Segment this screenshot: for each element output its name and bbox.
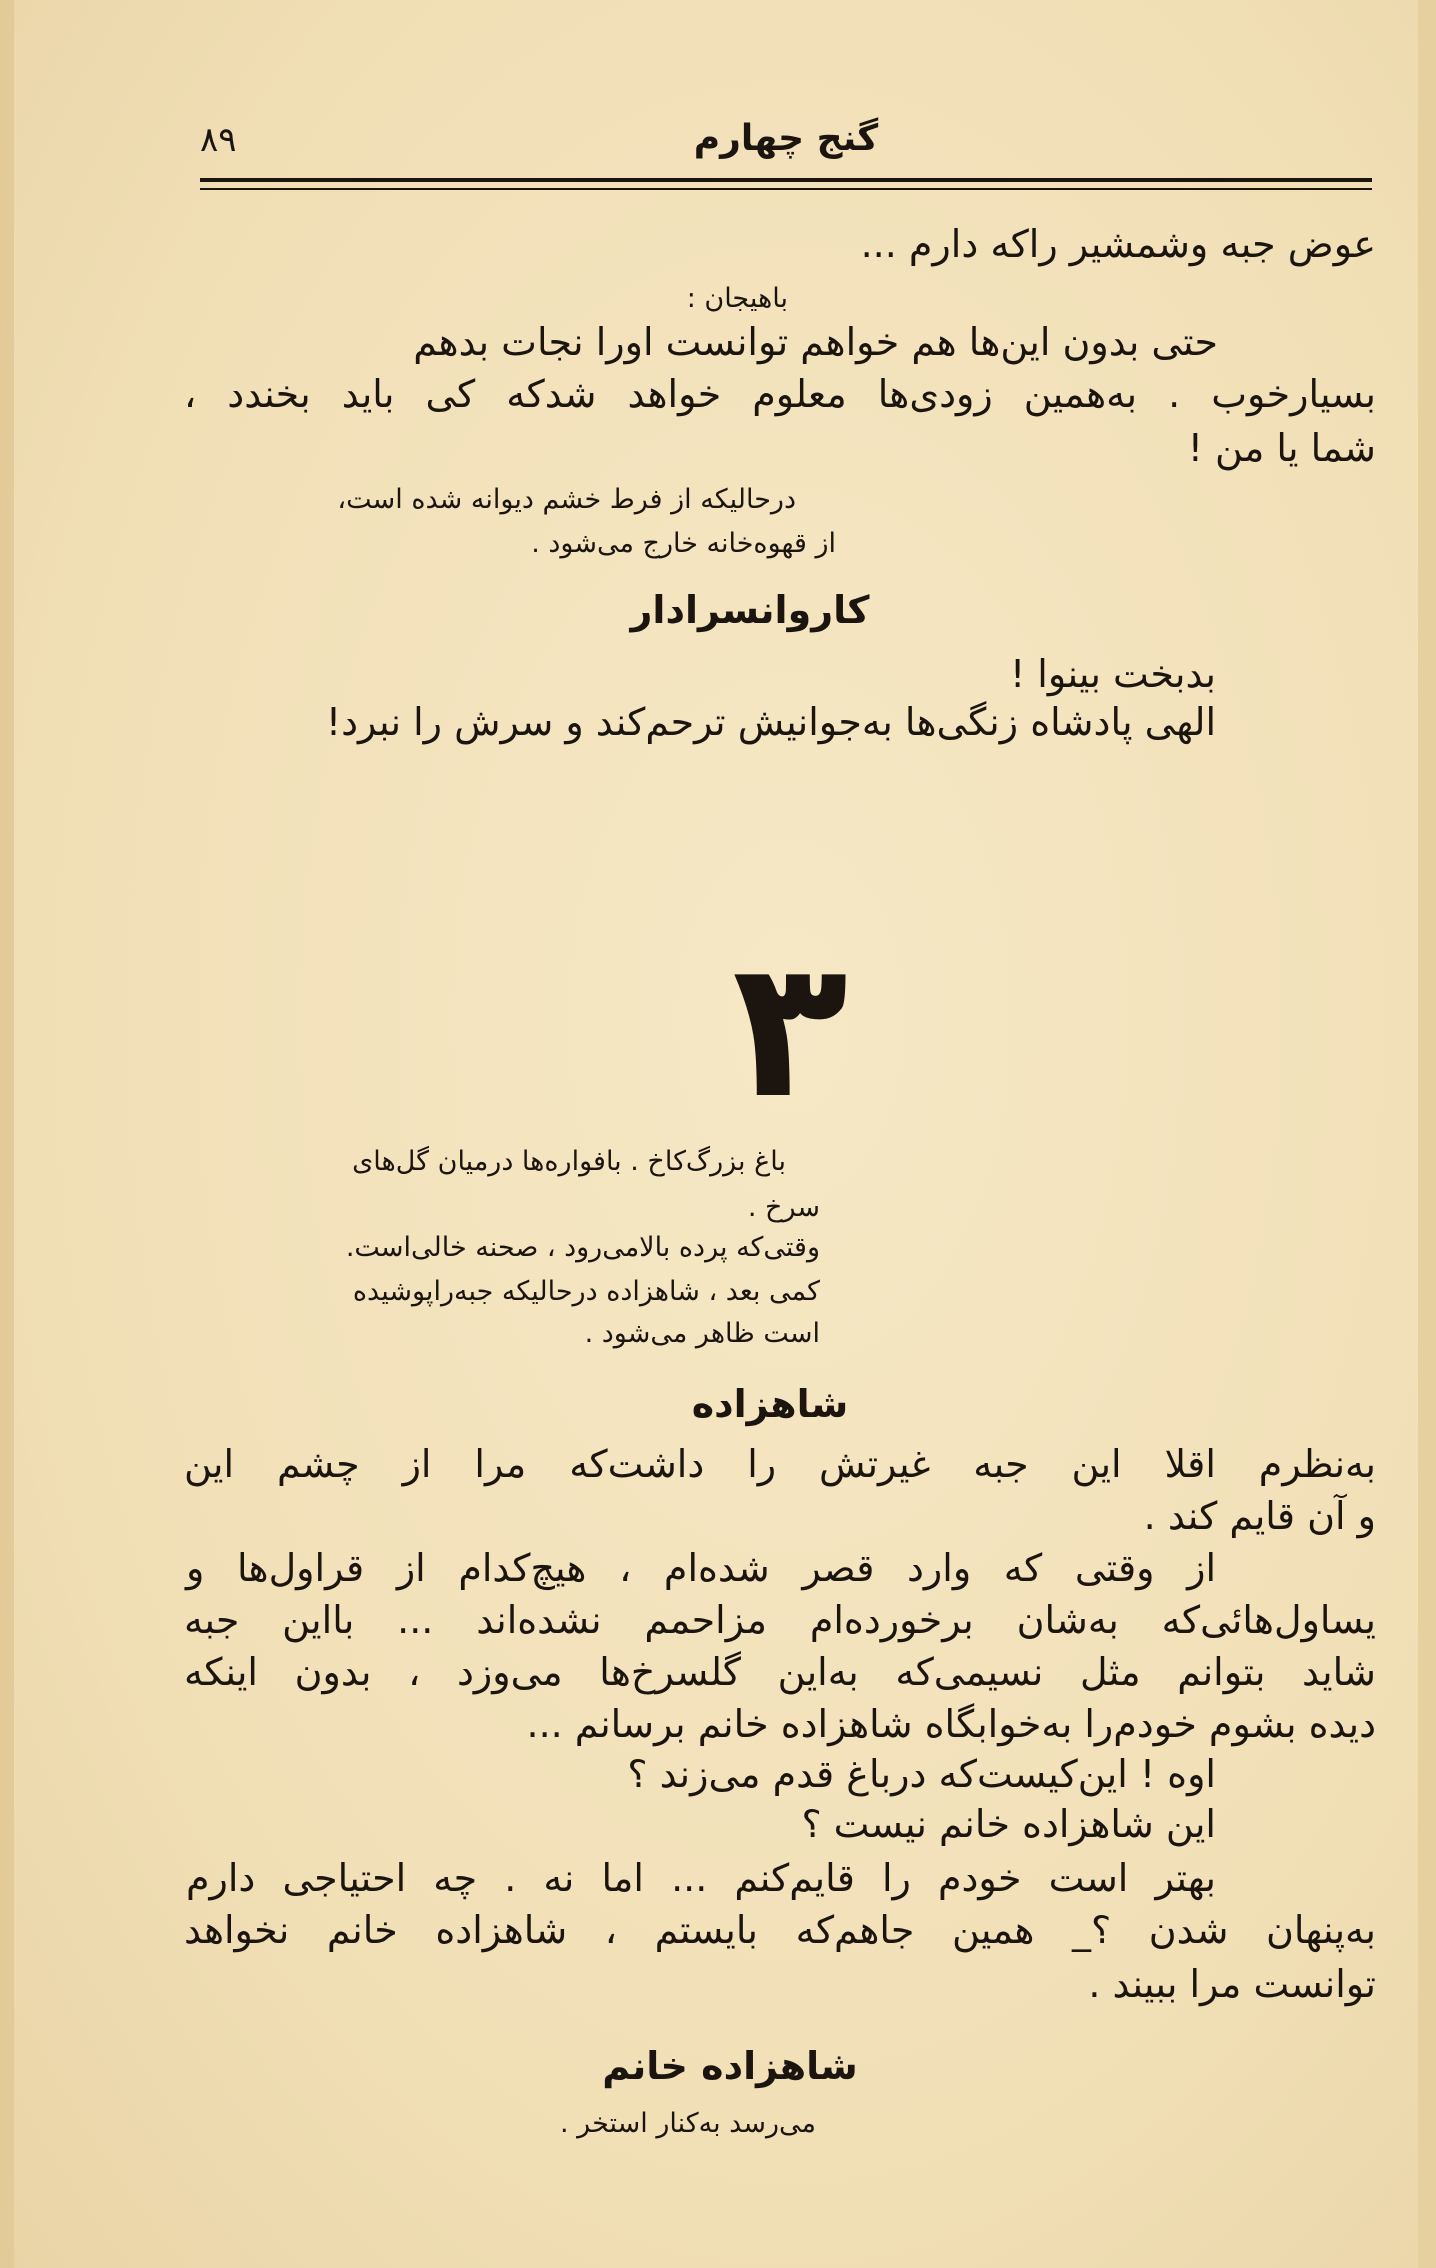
speaker-name: کاروانسرادار [630,588,870,632]
speaker-name: شاهزاده [691,1382,849,1426]
scene-number: ۳ [732,919,848,1140]
speaker-name: شاهزاده خانم [602,2044,858,2088]
page-edge-shadow-left [0,0,14,2268]
dialog-line: عوض جبه وشمشیر راکه دارم ... [860,222,1376,266]
stage-direction: است ظاهر می‌شود . [584,1318,820,1349]
stage-direction: باهیجان : [686,283,788,314]
dialog-line: به‌نظرم اقلا این جبه غیرتش را داشت‌که مرا از چشم این [184,1442,1376,1486]
dialog-line: این شاهزاده خانم نیست ؟ [801,1802,1216,1846]
dialog-line: الهی پادشاه زنگی‌ها به‌جوانیش ترحم‌کند و سرش را نبرد! [325,700,1216,744]
dialog-line: توانست مرا ببیند . [1088,1962,1376,2006]
stage-direction: وقتی‌که پرده بالامی‌رود ، صحنه خالی‌است. [345,1232,820,1263]
stage-direction: از قهوه‌خانه خارج می‌شود . [531,528,836,559]
header-rule-thick [200,178,1372,182]
dialog-line: بدبخت بینوا ! [1009,652,1216,696]
dialog-line: حتی بدون این‌ها هم خواهم توانست اورا نجات بدهم [413,320,1218,364]
dialog-line: شاید بتوانم مثل نسیمی‌که به‌این گلسرخ‌ها می‌وزد ، بدون اینکه [184,1650,1376,1694]
running-title: گنج چهارم [693,118,879,159]
dialog-line: یساول‌هائی‌که به‌شان برخورده‌ام مزاحمم نشده‌اند ... بااین جبه [184,1598,1376,1642]
page-edge-shadow-right [1418,0,1436,2268]
page-number: ۸۹ [200,120,237,160]
dialog-line: دیده بشوم خودم‌را به‌خوابگاه شاهزاده خانم برسانم ... [526,1702,1376,1746]
stage-direction: سرخ . [747,1192,820,1223]
dialog-line: به‌پنهان شدن ؟_ همین جاهم‌که بایستم ، شاهزاده خانم نخواهد [184,1908,1376,1952]
dialog-line: بسیارخوب . به‌همین زودی‌ها معلوم خواهد شدکه کی باید بخندد ، [184,372,1376,416]
dialog-line: بهتر است خودم را قایم‌کنم ... اما نه . چه احتیاجی دارم [186,1856,1216,1900]
stage-direction: درحالیکه از فرط خشم دیوانه شده است، [337,484,796,515]
dialog-line: شما یا من ! [1187,426,1376,470]
stage-direction: باغ بزرگ‌کاخ . بافواره‌ها درمیان گل‌های [352,1146,786,1177]
header-rule-thin [200,188,1372,190]
dialog-line: از وقتی که وارد قصر شده‌ام ، هیچ‌کدام از قراول‌ها و [186,1546,1216,1590]
stage-direction: کمی بعد ، شاهزاده درحالیکه جبه‌راپوشیده [352,1276,820,1307]
page-header [200,118,1372,178]
dialog-line: و آن قایم کند . [1143,1494,1376,1538]
stage-direction: می‌رسد به‌کنار استخر . [560,2108,816,2139]
dialog-line: اوه ! این‌کیست‌که درباغ قدم می‌زند ؟ [627,1752,1216,1796]
